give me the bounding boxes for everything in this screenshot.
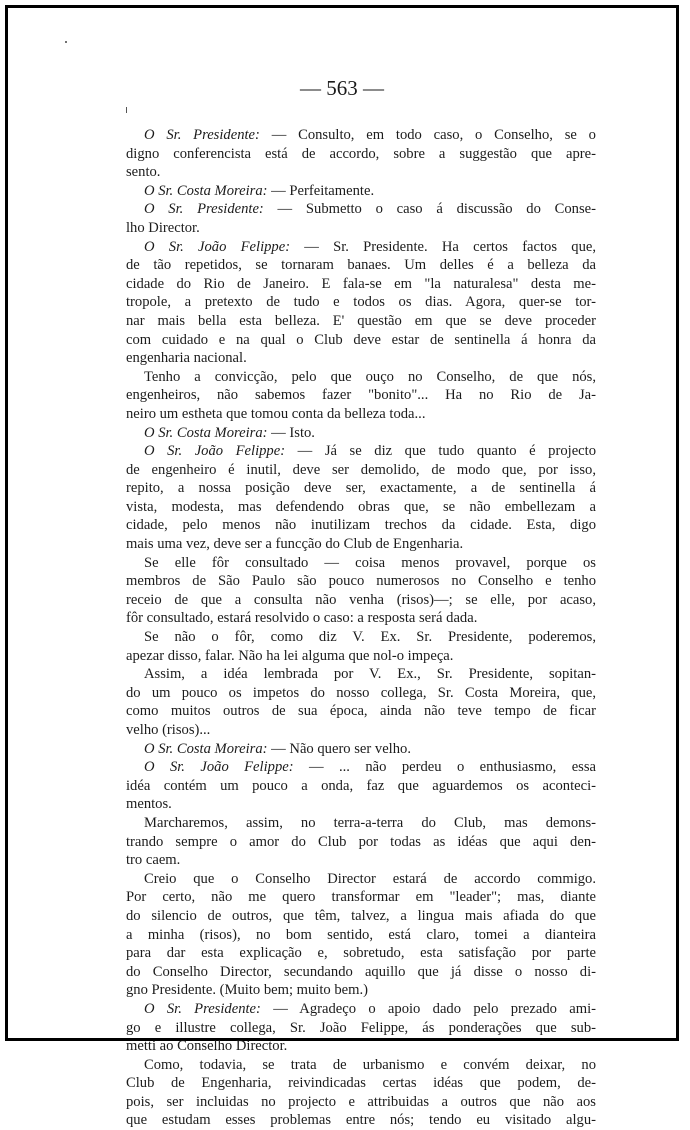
line-text: digno conferencista está de accordo, sobre a suggestão que apre- xyxy=(126,145,596,162)
line-text: para dar esta explicação e, sobretudo, esta satisfação por parte xyxy=(126,945,596,962)
page-frame xyxy=(5,5,679,1129)
body-text xyxy=(126,126,596,1130)
text-line xyxy=(126,851,596,870)
line-text: Por certo, não me quero transformar em "leader"; mas, diante xyxy=(126,889,596,906)
line-text: go e illustre collega, Sr. João Felippe, ás ponderações que sub- xyxy=(126,1019,596,1036)
speaker-name: O Sr. João Felippe: xyxy=(144,759,294,776)
text-line xyxy=(126,442,596,461)
text-line xyxy=(126,1093,596,1112)
text-line xyxy=(126,572,596,591)
line-text: velho (risos)... xyxy=(126,722,211,738)
text-line xyxy=(126,126,596,145)
line-text: do silencio de outros, que têm, talvez, a lingua mais afiada do que xyxy=(126,907,596,924)
line-text: de engenheiro é inutil, deve ser demolido, de modo que, por isso, xyxy=(126,461,596,478)
line-text: repito, a nossa posição deve ser, exactamente, a de sentinella á xyxy=(126,480,596,497)
text-line xyxy=(126,833,596,852)
line-text: — Já se diz que tudo quanto é projecto xyxy=(285,443,596,460)
line-text: que estudam esses problemas entre nós; tendo eu visitado algu- xyxy=(126,1112,596,1129)
line-text: mentos. xyxy=(126,796,172,813)
text-line xyxy=(126,405,596,424)
text-line xyxy=(126,1056,596,1075)
line-text: Se não o fôr, como diz V. Ex. Sr. Presidente, poderemos, xyxy=(144,629,596,646)
text-line xyxy=(126,609,596,628)
text-line xyxy=(126,256,596,275)
text-line xyxy=(126,628,596,647)
speaker-name: O Sr. Costa Moreira: xyxy=(144,424,268,441)
text-line xyxy=(126,591,596,610)
line-text: receio de que a consulta não venha (risos)—; se elle, por acaso, xyxy=(126,591,596,608)
text-line xyxy=(126,368,596,387)
line-text: com cuidado e na qual o Club deve estar de sentinella á honra da xyxy=(126,331,596,348)
text-line xyxy=(126,1019,596,1038)
speaker-name: O Sr. João Felippe: xyxy=(144,443,286,460)
text-line xyxy=(126,870,596,889)
text-line xyxy=(126,386,596,405)
text-line xyxy=(126,981,596,1000)
speaker-name: O Sr. Presidente: xyxy=(144,127,260,143)
line-text: mais uma vez, deve ser a funcção do Club de Engenharia. xyxy=(126,536,464,553)
line-text: lho Director. xyxy=(126,219,200,236)
line-text: Marcharemos, assim, no terra-a-terra do Club, mas demons- xyxy=(144,814,596,831)
text-line xyxy=(126,461,596,480)
scan-speck xyxy=(65,41,67,43)
line-text: do um pouco os impetos do nosso collega, Sr. Costa Moreira, que, xyxy=(126,684,596,701)
line-text: Assim, a idéa lembrada por V. Ex., Sr. Presidente, sopitan- xyxy=(144,666,596,683)
text-line xyxy=(126,554,596,573)
line-text: cidade do Rio de Janeiro. E fala-se em "la naturalesa" desta me- xyxy=(126,275,596,292)
text-line xyxy=(126,163,596,182)
line-text: Creio que o Conselho Director estará de accordo commigo. xyxy=(144,870,596,887)
line-text: a minha (risos), no bom sentido, está claro, tomei a dianteira xyxy=(126,926,596,943)
speaker-name: O Sr. Costa Moreira: xyxy=(144,740,268,757)
line-text: cidade, pelo menos não inutilizam trechos da cidade. Esta, digo xyxy=(126,517,596,534)
text-line xyxy=(126,963,596,982)
line-text: pois, ser incluidas no projecto e attribuidas a outros que não aos xyxy=(126,1093,596,1110)
line-text: de tão repetidos, se tornaram banaes. Um delles é a belleza da xyxy=(126,257,596,274)
line-text: neiro um estheta que tomou conta da belleza toda... xyxy=(126,405,426,422)
line-text: Como, todavia, se trata de urbanismo e convém deixar, no xyxy=(144,1056,596,1073)
line-text: idéa contém um pouco a onda, faz que aguardemos os aconteci- xyxy=(126,777,596,794)
line-text: Se elle fôr consultado — coisa menos provavel, porque os xyxy=(144,554,596,571)
text-line xyxy=(126,888,596,907)
line-text: — ... não perdeu o enthusiasmo, essa xyxy=(293,759,596,776)
text-line xyxy=(126,684,596,703)
text-line xyxy=(126,219,596,238)
text-line xyxy=(126,758,596,777)
text-line xyxy=(126,702,596,721)
speaker-name: O Sr. Presidente: xyxy=(144,201,264,218)
line-text: gno Presidente. (Muito bem; muito bem.) xyxy=(126,982,368,999)
speaker-name: O Sr. Costa Moreira: xyxy=(144,182,268,199)
line-text: — Agradeço o apoio dado pelo prezado ami- xyxy=(260,1000,596,1017)
text-line xyxy=(126,145,596,164)
line-text: vista, modesta, mas defendendo obras que, se não embellezam a xyxy=(126,498,596,515)
line-text: — Sr. Presidente. Ha certos factos que, xyxy=(290,238,596,255)
line-text: engenharia nacional. xyxy=(126,350,247,367)
line-text: nar mais bella esta belleza. E' questão em que se deve proceder xyxy=(126,312,596,329)
line-text: membros de São Paulo são pouco numerosos no Conselho e tenho xyxy=(126,573,596,590)
text-line xyxy=(126,647,596,666)
line-text: metti ao Conselho Director. xyxy=(126,1038,288,1055)
line-text: — Submetto o caso á discussão do Conse- xyxy=(263,201,596,218)
line-text: trando sempre o amor do Club por todas as idéas que aqui den- xyxy=(126,833,596,850)
line-text: apezar disso, falar. Não ha lei alguma que nol-o impeça. xyxy=(126,647,454,664)
speaker-name: O Sr. João Felippe: xyxy=(144,238,291,255)
text-line xyxy=(126,795,596,814)
text-line xyxy=(126,182,596,201)
text-line xyxy=(126,814,596,833)
line-text: como muitos outros de sua época, ainda não teve tempo de ficar xyxy=(126,703,596,720)
line-text: — Isto. xyxy=(267,424,315,441)
text-line xyxy=(126,665,596,684)
text-line xyxy=(126,275,596,294)
text-line xyxy=(126,777,596,796)
text-line xyxy=(126,331,596,350)
text-line xyxy=(126,1000,596,1019)
text-line xyxy=(126,740,596,759)
line-text: engenheiros, não sabemos fazer "bonito"... Ha no Rio de Ja- xyxy=(126,387,596,404)
line-text: — Consulto, em todo caso, o Conselho, se o xyxy=(259,127,596,143)
text-line xyxy=(126,312,596,331)
text-line xyxy=(126,907,596,926)
text-line xyxy=(126,293,596,312)
line-text: sento. xyxy=(126,164,161,181)
line-text: Tenho a convicção, pelo que ouço no Conselho, de que nós, xyxy=(144,368,596,385)
text-line xyxy=(126,479,596,498)
line-text: do Conselho Director, secundando aquillo que já disse o nosso di- xyxy=(126,963,596,980)
text-line xyxy=(126,721,596,740)
line-text: — Não quero ser velho. xyxy=(267,740,411,757)
text-line xyxy=(126,535,596,554)
text-line xyxy=(126,498,596,517)
line-text: Club de Engenharia, reivindicadas certas idéas que podem, de- xyxy=(126,1075,596,1092)
text-line xyxy=(126,200,596,219)
text-line xyxy=(126,1111,596,1130)
text-line xyxy=(126,424,596,443)
text-line xyxy=(126,1074,596,1093)
text-line xyxy=(126,238,596,257)
text-line xyxy=(126,926,596,945)
text-line xyxy=(126,516,596,535)
page-number: — 563 — xyxy=(300,76,384,100)
text-line xyxy=(126,349,596,368)
speaker-name: O Sr. Presidente: xyxy=(144,1000,261,1017)
line-text: fôr consultado, estará resolvido o caso: a resposta será dada. xyxy=(126,610,478,627)
text-line xyxy=(126,1037,596,1056)
scan-mark xyxy=(126,107,127,113)
line-text: — Perfeitamente. xyxy=(267,182,375,199)
text-line xyxy=(126,944,596,963)
line-text: tropole, a pretexto de tudo e todos os dias. Agora, quer-se tor- xyxy=(126,294,596,311)
line-text: tro caem. xyxy=(126,852,181,869)
